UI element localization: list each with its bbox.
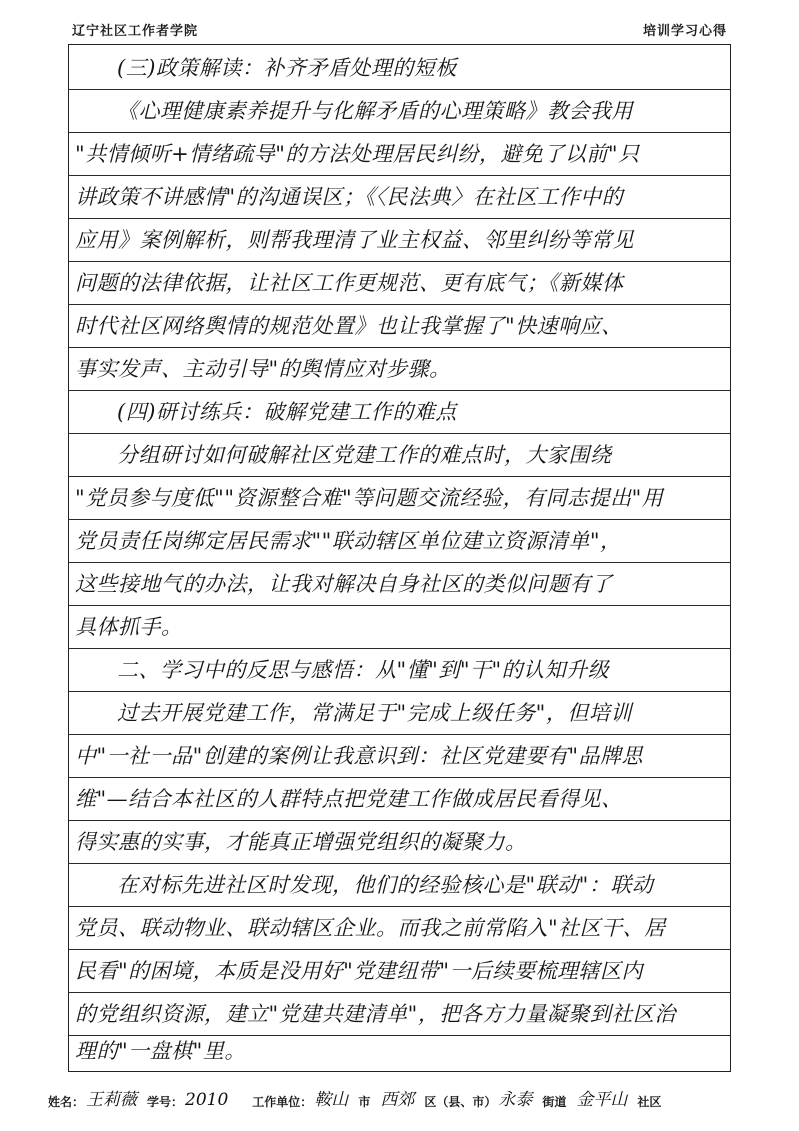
street-value: 永泰 [498,1090,533,1110]
community-label: 社区 [637,1095,662,1109]
student-id-label: 学号： [147,1095,184,1109]
ruled-line [69,345,730,391]
ruled-line [69,947,730,993]
city-value: 鞍山 [314,1090,349,1110]
header-college-title: 辽宁社区工作者学院 [72,24,199,39]
ruled-line [69,775,730,821]
community-value: 金平山 [576,1090,628,1110]
name-label: 姓名： [48,1095,85,1109]
signature-footer [48,1076,751,1110]
ruled-line [69,990,730,1036]
ruled-line [69,517,730,563]
ruled-line [69,216,730,262]
handwritten-line: 维"—结合本社区的人群特点把党建工作做成居民看得见、 [75,787,623,811]
ruled-writing-area [68,44,731,1072]
ruled-line [69,474,730,520]
work-unit-label: 工作单位： [252,1095,313,1109]
ruled-line [69,560,730,606]
handwritten-line: 中"一社一品"创建的案例让我意识到：社区党建要有"品牌思 [75,744,643,768]
handwritten-line: "党员参与度低""资源整合难"等问题交流经验，有同志提出"用 [75,486,664,510]
handwritten-line: 讲政策不讲感情"的沟通误区；《〈民法典〉在社区工作中的 [75,185,624,209]
student-id-value: 2010 [185,1090,229,1110]
ruled-line [69,302,730,348]
handwritten-line: "共情倾听+情绪疏导"的方法处理居民纠纷，避免了以前"只 [75,142,640,166]
handwritten-line: 在对标先进社区时发现，他们的经验核心是"联动"：联动 [117,873,654,897]
handwritten-line: 《心理健康素养提升与化解矛盾的心理策略》教会我用 [117,99,633,123]
handwritten-line: 具体抓手。 [75,615,183,639]
handwritten-line: 应用》案例解析，则帮我理清了业主权益、邻里纠纷等常见 [75,228,634,252]
ruled-line [69,130,730,176]
ruled-line [69,732,730,778]
street-label: 街道 [542,1095,567,1109]
ruled-line [69,1033,730,1072]
handwritten-line: 党员责任岗绑定居民需求""联动辖区单位建立资源清单"， [75,529,622,553]
district-label: 区（县、市） [424,1095,497,1109]
header-document-title: 培训学习心得 [642,24,727,39]
handwritten-line: 分组研讨如何破解社区党建工作的难点时，大家围绕 [117,443,612,467]
handwritten-line: (四)研讨练兵：破解党建工作的难点 [117,400,457,424]
ruled-line [69,87,730,133]
handwritten-line: 党员、联动物业、联动辖区企业。而我之前常陷入"社区干、居 [75,916,666,940]
handwritten-line: 二、学习中的反思与感悟：从"懂"到"干"的认知升级 [117,658,610,682]
city-label: 市 [358,1095,371,1109]
district-value: 西郊 [380,1090,415,1110]
ruled-line [69,689,730,735]
ruled-line [69,818,730,864]
ruled-line [69,259,730,305]
ruled-line [69,646,730,692]
ruled-line [69,861,730,907]
handwritten-line: (三)政策解读：补齐矛盾处理的短板 [117,56,457,80]
name-value: 王莉薇 [86,1090,138,1110]
handwritten-line: 事实发声、主动引导"的舆情应对步骤。 [75,357,451,381]
handwritten-line: 问题的法律依据，让社区工作更规范、更有底气；《新媒体 [75,271,624,295]
ruled-line [69,44,730,90]
ruled-line [69,603,730,649]
handwritten-line: 的党组织资源，建立"党建共建清单"，把各方力量凝聚到社区治 [75,1002,676,1026]
handwritten-line: 得实惠的实事，才能真正增强党组织的凝聚力。 [75,830,527,854]
handwritten-line: 这些接地气的办法，让我对解决自身社区的类似问题有了 [75,572,613,596]
ruled-line [69,173,730,219]
handwritten-line: 民看"的困境，本质是没用好"党建纽带"一后续要梳理辖区内 [75,959,643,983]
handwritten-line: 时代社区网络舆情的规范处置》也让我掌握了"快速响应、 [75,314,623,338]
handwritten-line: 理的"一盘棋"里。 [75,1039,246,1063]
handwritten-line: 过去开展党建工作，常满足于"完成上级任务"，但培训 [117,701,632,725]
ruled-line [69,904,730,950]
ruled-line [69,388,730,434]
ruled-line [69,431,730,477]
